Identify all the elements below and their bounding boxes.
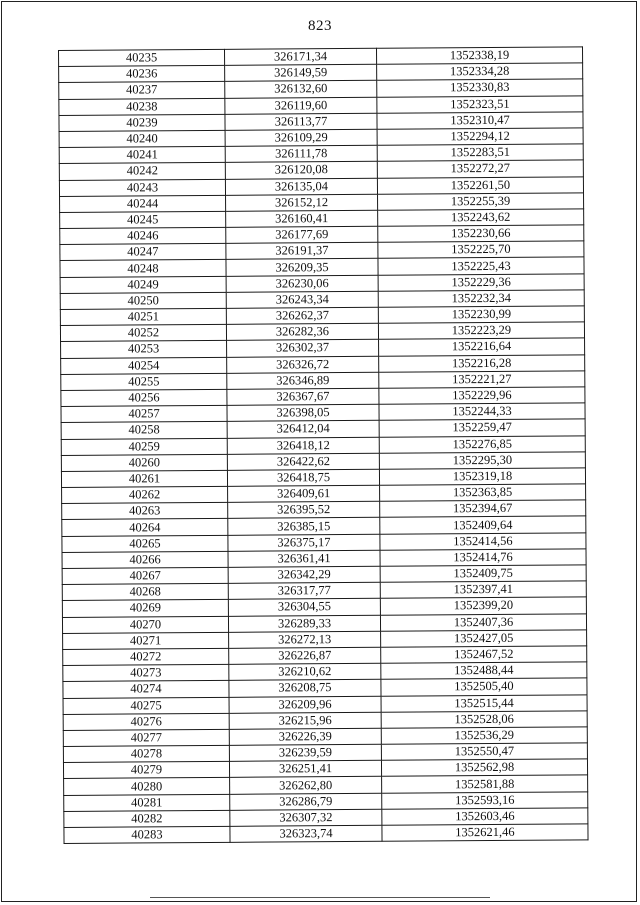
x-coordinate-cell: 326385,15 — [228, 518, 380, 535]
point-number-cell: 40256 — [61, 389, 227, 406]
y-coordinate-cell: 1352330,83 — [377, 79, 583, 97]
y-coordinate-cell: 1352223,29 — [378, 322, 584, 340]
point-number-cell: 40249 — [60, 276, 226, 293]
point-number-cell: 40240 — [59, 130, 225, 147]
y-coordinate-cell: 1352397,41 — [380, 581, 586, 599]
x-coordinate-cell: 326160,41 — [226, 210, 378, 227]
x-coordinate-cell: 326286,79 — [230, 793, 382, 810]
page-number: 823 — [308, 18, 332, 34]
y-coordinate-cell: 1352232,34 — [378, 290, 584, 308]
y-coordinate-cell: 1352550,47 — [381, 743, 587, 761]
point-number-cell: 40269 — [62, 600, 228, 617]
x-coordinate-cell: 326262,37 — [226, 307, 378, 324]
y-coordinate-cell: 1352229,96 — [379, 387, 585, 405]
point-number-cell: 40250 — [60, 292, 226, 309]
x-coordinate-cell: 326323,74 — [230, 825, 382, 842]
y-coordinate-cell: 1352407,36 — [380, 613, 586, 631]
y-coordinate-cell: 1352230,99 — [378, 306, 584, 324]
y-coordinate-cell: 1352467,52 — [381, 646, 587, 664]
point-number-cell: 40281 — [64, 794, 230, 811]
y-coordinate-cell: 1352229,36 — [378, 273, 584, 291]
y-coordinate-cell: 1352515,44 — [381, 694, 587, 712]
point-number-cell: 40244 — [60, 195, 226, 212]
y-coordinate-cell: 1352593,16 — [382, 791, 588, 809]
point-number-cell: 40273 — [63, 664, 229, 681]
point-number-cell: 40243 — [59, 179, 225, 196]
x-coordinate-cell: 326239,59 — [229, 744, 381, 761]
point-number-cell: 40259 — [61, 438, 227, 455]
y-coordinate-cell: 1352276,85 — [379, 435, 585, 453]
y-coordinate-cell: 1352399,20 — [380, 597, 586, 615]
x-coordinate-cell: 326111,78 — [225, 145, 377, 162]
point-number-cell: 40253 — [61, 341, 227, 358]
point-number-cell: 40261 — [61, 470, 227, 487]
x-coordinate-cell: 326209,96 — [229, 696, 381, 713]
y-coordinate-cell: 1352414,56 — [380, 532, 586, 550]
point-number-cell: 40245 — [60, 211, 226, 228]
x-coordinate-cell: 326409,61 — [228, 485, 380, 502]
x-coordinate-cell: 326119,60 — [225, 97, 377, 114]
point-number-cell: 40252 — [60, 325, 226, 342]
point-number-cell: 40280 — [64, 778, 230, 795]
x-coordinate-cell: 326412,04 — [227, 421, 379, 438]
x-coordinate-cell: 326317,77 — [228, 582, 380, 599]
x-coordinate-cell: 326422,62 — [227, 453, 379, 470]
y-coordinate-cell: 1352243,62 — [378, 209, 584, 227]
y-coordinate-cell: 1352319,18 — [379, 468, 585, 486]
table-row — [64, 824, 588, 844]
y-coordinate-cell: 1352225,43 — [378, 257, 584, 275]
y-coordinate-cell: 1352409,75 — [380, 565, 586, 583]
point-number-cell: 40257 — [61, 405, 227, 422]
x-coordinate-cell: 326149,59 — [225, 64, 377, 81]
x-coordinate-cell: 326307,32 — [230, 809, 382, 826]
point-number-cell: 40258 — [61, 422, 227, 439]
point-number-cell: 40255 — [61, 373, 227, 390]
point-number-cell: 40260 — [61, 454, 227, 471]
x-coordinate-cell: 326342,29 — [228, 566, 380, 583]
x-coordinate-cell: 326395,52 — [228, 502, 380, 519]
y-coordinate-cell: 1352225,70 — [378, 241, 584, 259]
x-coordinate-cell: 326120,08 — [225, 162, 377, 179]
x-coordinate-cell: 326346,89 — [227, 372, 379, 389]
x-coordinate-cell: 326226,39 — [229, 728, 381, 745]
x-coordinate-cell: 326191,37 — [226, 243, 378, 260]
point-number-cell: 40265 — [62, 535, 228, 552]
x-coordinate-cell: 326289,33 — [228, 615, 380, 632]
x-coordinate-cell: 326398,05 — [227, 404, 379, 421]
y-coordinate-cell: 1352363,85 — [380, 484, 586, 502]
point-number-cell: 40278 — [63, 745, 229, 762]
y-coordinate-cell: 1352621,46 — [382, 824, 588, 842]
x-coordinate-cell: 326326,72 — [227, 356, 379, 373]
x-coordinate-cell: 326272,13 — [229, 631, 381, 648]
x-coordinate-cell: 326418,75 — [227, 469, 379, 486]
x-coordinate-cell: 326177,69 — [226, 226, 378, 243]
y-coordinate-cell: 1352216,28 — [379, 354, 585, 372]
y-coordinate-cell: 1352536,29 — [381, 727, 587, 745]
y-coordinate-cell: 1352414,76 — [380, 549, 586, 567]
y-coordinate-cell: 1352528,06 — [381, 711, 587, 729]
point-number-cell: 40266 — [62, 551, 228, 568]
point-number-cell: 40279 — [63, 762, 229, 779]
y-coordinate-cell: 1352294,12 — [377, 128, 583, 146]
y-coordinate-cell: 1352310,47 — [377, 112, 583, 130]
point-number-cell: 40254 — [61, 357, 227, 374]
point-number-cell: 40236 — [59, 66, 225, 83]
y-coordinate-cell: 1352255,39 — [378, 193, 584, 211]
y-coordinate-cell: 1352230,66 — [378, 225, 584, 243]
point-number-cell: 40251 — [60, 308, 226, 325]
x-coordinate-cell: 326209,35 — [226, 259, 378, 276]
x-coordinate-cell: 326135,04 — [225, 178, 377, 195]
y-coordinate-cell: 1352283,51 — [377, 144, 583, 162]
coordinates-table-body — [59, 47, 589, 844]
x-coordinate-cell: 326152,12 — [226, 194, 378, 211]
x-coordinate-cell: 326113,77 — [225, 113, 377, 130]
y-coordinate-cell: 1352338,19 — [376, 47, 582, 65]
x-coordinate-cell: 326418,12 — [227, 437, 379, 454]
x-coordinate-cell: 326171,34 — [224, 48, 376, 65]
point-number-cell: 40248 — [60, 260, 226, 277]
point-number-cell: 40262 — [62, 486, 228, 503]
point-number-cell: 40270 — [62, 616, 228, 633]
x-coordinate-cell: 326226,87 — [229, 647, 381, 664]
x-coordinate-cell: 326375,17 — [228, 534, 380, 551]
y-coordinate-cell: 1352272,27 — [377, 160, 583, 178]
y-coordinate-cell: 1352409,64 — [380, 516, 586, 534]
y-coordinate-cell: 1352394,67 — [380, 500, 586, 518]
y-coordinate-cell: 1352323,51 — [377, 95, 583, 113]
x-coordinate-cell: 326304,55 — [228, 599, 380, 616]
x-coordinate-cell: 326132,60 — [225, 81, 377, 98]
y-coordinate-cell: 1352562,98 — [381, 759, 587, 777]
point-number-cell: 40239 — [59, 114, 225, 131]
point-number-cell: 40274 — [63, 681, 229, 698]
point-number-cell: 40276 — [63, 713, 229, 730]
bottom-rule — [150, 897, 490, 898]
point-number-cell: 40267 — [62, 567, 228, 584]
x-coordinate-cell: 326282,36 — [226, 323, 378, 340]
y-coordinate-cell: 1352261,50 — [377, 176, 583, 194]
x-coordinate-cell: 326262,80 — [230, 777, 382, 794]
point-number-cell: 40237 — [59, 82, 225, 99]
y-coordinate-cell: 1352216,64 — [379, 338, 585, 356]
y-coordinate-cell: 1352427,05 — [381, 630, 587, 648]
y-coordinate-cell: 1352244,33 — [379, 403, 585, 421]
point-number-cell: 40241 — [59, 146, 225, 163]
y-coordinate-cell: 1352488,44 — [381, 662, 587, 680]
x-coordinate-cell: 326251,41 — [229, 761, 381, 778]
point-number-cell: 40235 — [59, 49, 225, 66]
x-coordinate-cell: 326361,41 — [228, 550, 380, 567]
y-coordinate-cell: 1352295,30 — [379, 452, 585, 470]
point-number-cell: 40272 — [63, 648, 229, 665]
y-coordinate-cell: 1352221,27 — [379, 371, 585, 389]
x-coordinate-cell: 326367,67 — [227, 388, 379, 405]
y-coordinate-cell: 1352603,46 — [382, 808, 588, 826]
coordinates-table — [58, 46, 589, 844]
point-number-cell: 40282 — [64, 810, 230, 827]
point-number-cell: 40283 — [64, 826, 230, 843]
x-coordinate-cell: 326230,06 — [226, 275, 378, 292]
point-number-cell: 40238 — [59, 98, 225, 115]
point-number-cell: 40275 — [63, 697, 229, 714]
x-coordinate-cell: 326302,37 — [227, 340, 379, 357]
y-coordinate-cell: 1352334,28 — [377, 63, 583, 81]
point-number-cell: 40277 — [63, 729, 229, 746]
x-coordinate-cell: 326210,62 — [229, 663, 381, 680]
point-number-cell: 40268 — [62, 584, 228, 601]
x-coordinate-cell: 326243,34 — [226, 291, 378, 308]
x-coordinate-cell: 326208,75 — [229, 680, 381, 697]
x-coordinate-cell: 326109,29 — [225, 129, 377, 146]
point-number-cell: 40246 — [60, 227, 226, 244]
point-number-cell: 40264 — [62, 519, 228, 536]
point-number-cell: 40242 — [59, 163, 225, 180]
point-number-cell: 40247 — [60, 244, 226, 261]
point-number-cell: 40271 — [63, 632, 229, 649]
x-coordinate-cell: 326215,96 — [229, 712, 381, 729]
point-number-cell: 40263 — [62, 503, 228, 520]
y-coordinate-cell: 1352505,40 — [381, 678, 587, 696]
y-coordinate-cell: 1352581,88 — [382, 775, 588, 793]
y-coordinate-cell: 1352259,47 — [379, 419, 585, 437]
